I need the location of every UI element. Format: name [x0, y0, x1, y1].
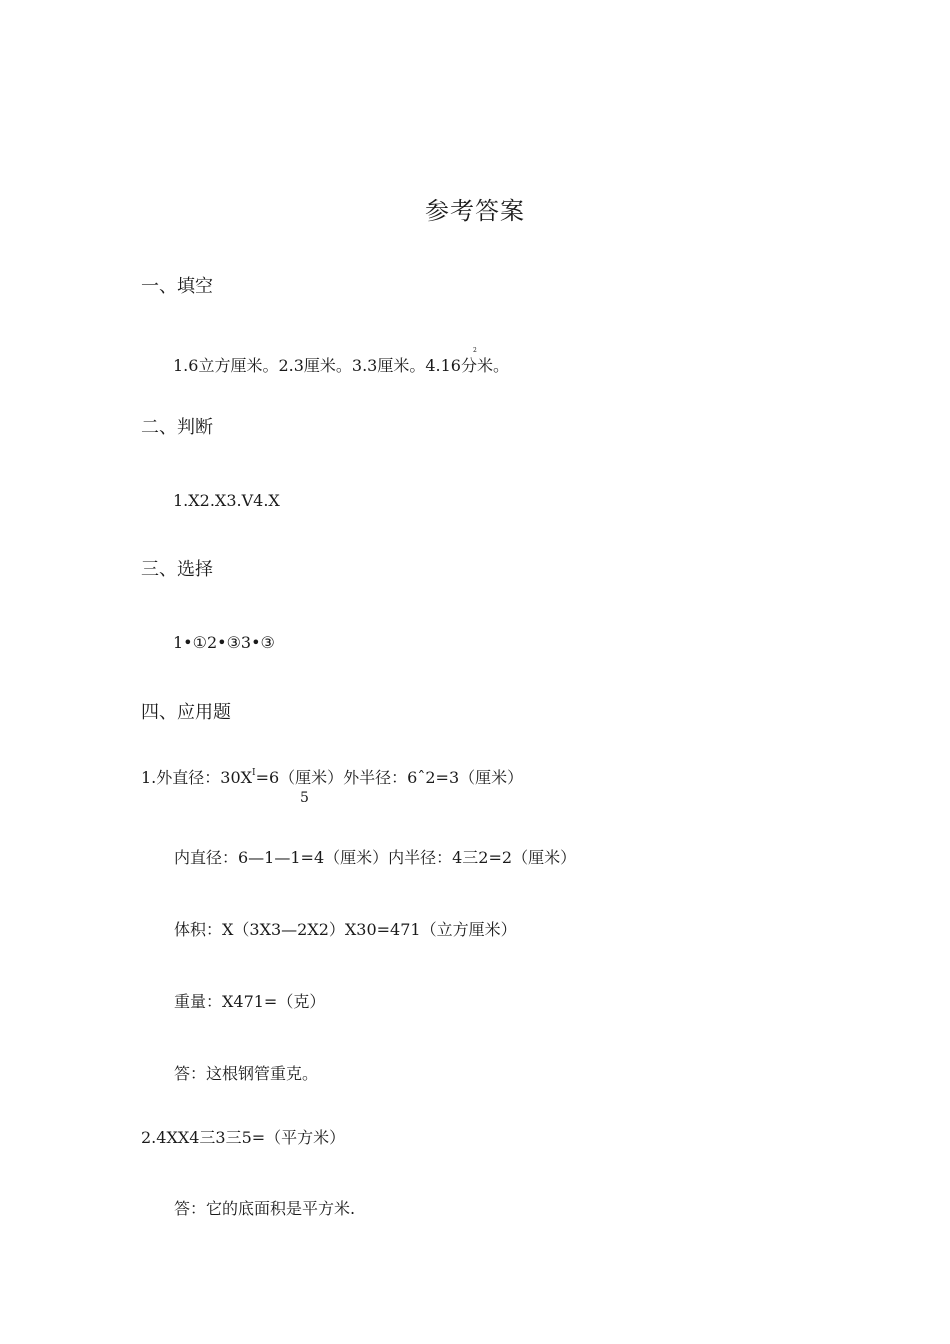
section-heading-application: 四、应用题 — [141, 702, 231, 723]
page-title: 参考答案 — [425, 197, 525, 225]
section-heading-judge: 二、判断 — [141, 417, 213, 438]
superscript-mark: 2 — [473, 347, 477, 354]
answer-line-judge: 1.X2.X3.V4.X — [173, 491, 280, 510]
q1-line-2: 内直径：6—1—1=4（厘米）内半径：4三2=2（厘米） — [174, 848, 577, 867]
q1-answer: 答：这根钢管重克。 — [174, 1064, 319, 1083]
q2-line-1: 2.4XX4三3三5=（平方米） — [141, 1128, 346, 1147]
q1-line-3: 体积：X（3X3—2X2）X30=471（立方厘米） — [174, 920, 517, 939]
section-heading-fill-blank: 一、填空 — [141, 276, 213, 297]
q1-superscript: I — [252, 768, 256, 778]
q1-denominator: 5 — [300, 790, 309, 806]
q1-line-4: 重量：X471=（克） — [174, 992, 326, 1011]
q1-line-1-start: 1.外直径：30X — [141, 768, 253, 787]
q2-answer: 答：它的底面积是平方米. — [174, 1199, 356, 1218]
q1-line-1-rest: =6（厘米）外半径：6ˆ2=3（厘米） — [255, 768, 524, 787]
answer-line-choice: 1•①2•③3•③ — [173, 633, 275, 652]
answer-line-fill-blank: 1.6立方厘米。2.3厘米。3.3厘米。4.16分米。 — [173, 356, 509, 375]
section-heading-choice: 三、选择 — [141, 559, 213, 580]
q1-line-1 — [141, 768, 523, 788]
